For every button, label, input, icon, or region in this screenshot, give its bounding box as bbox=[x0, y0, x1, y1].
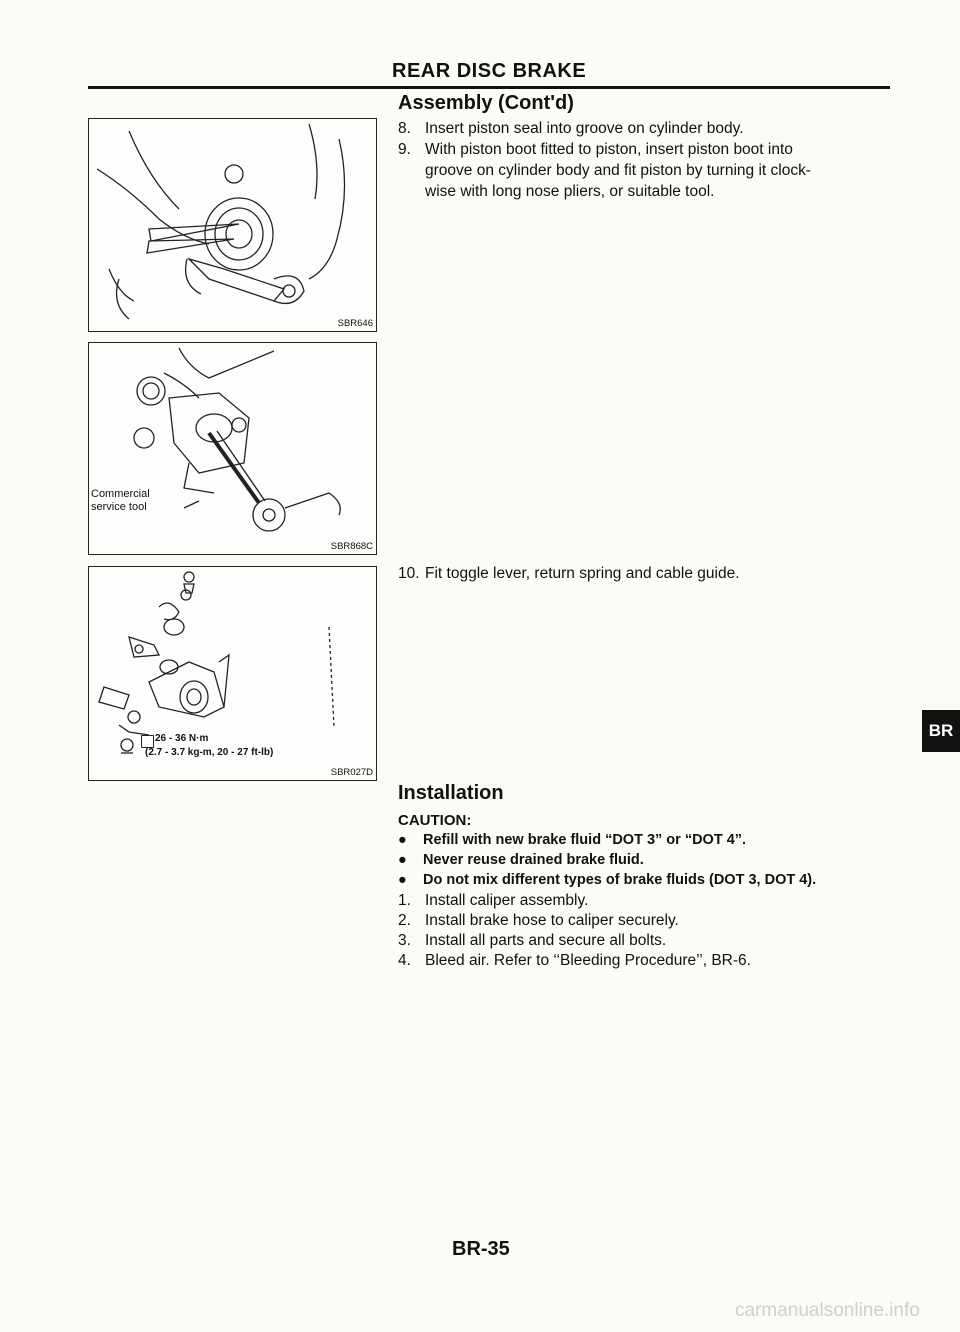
step-text-line: groove on cylinder body and fit piston by turning it clock- bbox=[425, 162, 811, 179]
caution-label: CAUTION: bbox=[398, 812, 472, 829]
step-text: Fit toggle lever, return spring and cable guide. bbox=[425, 565, 740, 582]
bullet-icon: ● bbox=[398, 832, 407, 848]
step-number: 8. bbox=[398, 120, 411, 137]
pliers-illustration bbox=[89, 119, 376, 331]
section-title: REAR DISC BRAKE bbox=[392, 60, 587, 82]
tool-label-line-1: Commercial bbox=[91, 488, 150, 500]
figure-code: SBR027D bbox=[330, 767, 373, 778]
title-rule bbox=[88, 86, 890, 89]
step-text: Insert piston seal into groove on cylinder body. bbox=[425, 120, 744, 137]
step-10 bbox=[398, 563, 898, 585]
step-number: 10. bbox=[398, 565, 420, 582]
page-number: BR-35 bbox=[452, 1238, 510, 1260]
section-tab-br: BR bbox=[922, 710, 960, 752]
step-text-line: With piston boot fitted to piston, insert piston boot into bbox=[425, 141, 793, 158]
figure-code: SBR646 bbox=[337, 318, 373, 329]
tool-label-line-2: service tool bbox=[91, 501, 147, 513]
step-9 bbox=[398, 139, 898, 205]
bullet-icon: ● bbox=[398, 872, 407, 888]
figure-code: SBR868C bbox=[330, 541, 373, 552]
figure-pliers-piston bbox=[88, 118, 377, 332]
step-number: 9. bbox=[398, 141, 411, 158]
subheading: Assembly (Cont'd) bbox=[398, 92, 574, 114]
figure-toggle-lever-exploded bbox=[88, 566, 377, 781]
step-text-line: wise with long nose pliers, or suitable tool. bbox=[425, 183, 715, 200]
watermark: carmanualsonline.info bbox=[735, 1300, 920, 1321]
commercial-tool-illustration bbox=[89, 343, 376, 554]
installation-title: Installation bbox=[398, 782, 504, 804]
figure-commercial-tool bbox=[88, 342, 377, 555]
torque-value: 26 - 36 N·m bbox=[155, 733, 209, 744]
step-8 bbox=[398, 118, 898, 140]
bullet-icon: ● bbox=[398, 852, 407, 868]
torque-value-alt-units: (2.7 - 3.7 kg-m, 20 - 27 ft-lb) bbox=[145, 747, 274, 758]
